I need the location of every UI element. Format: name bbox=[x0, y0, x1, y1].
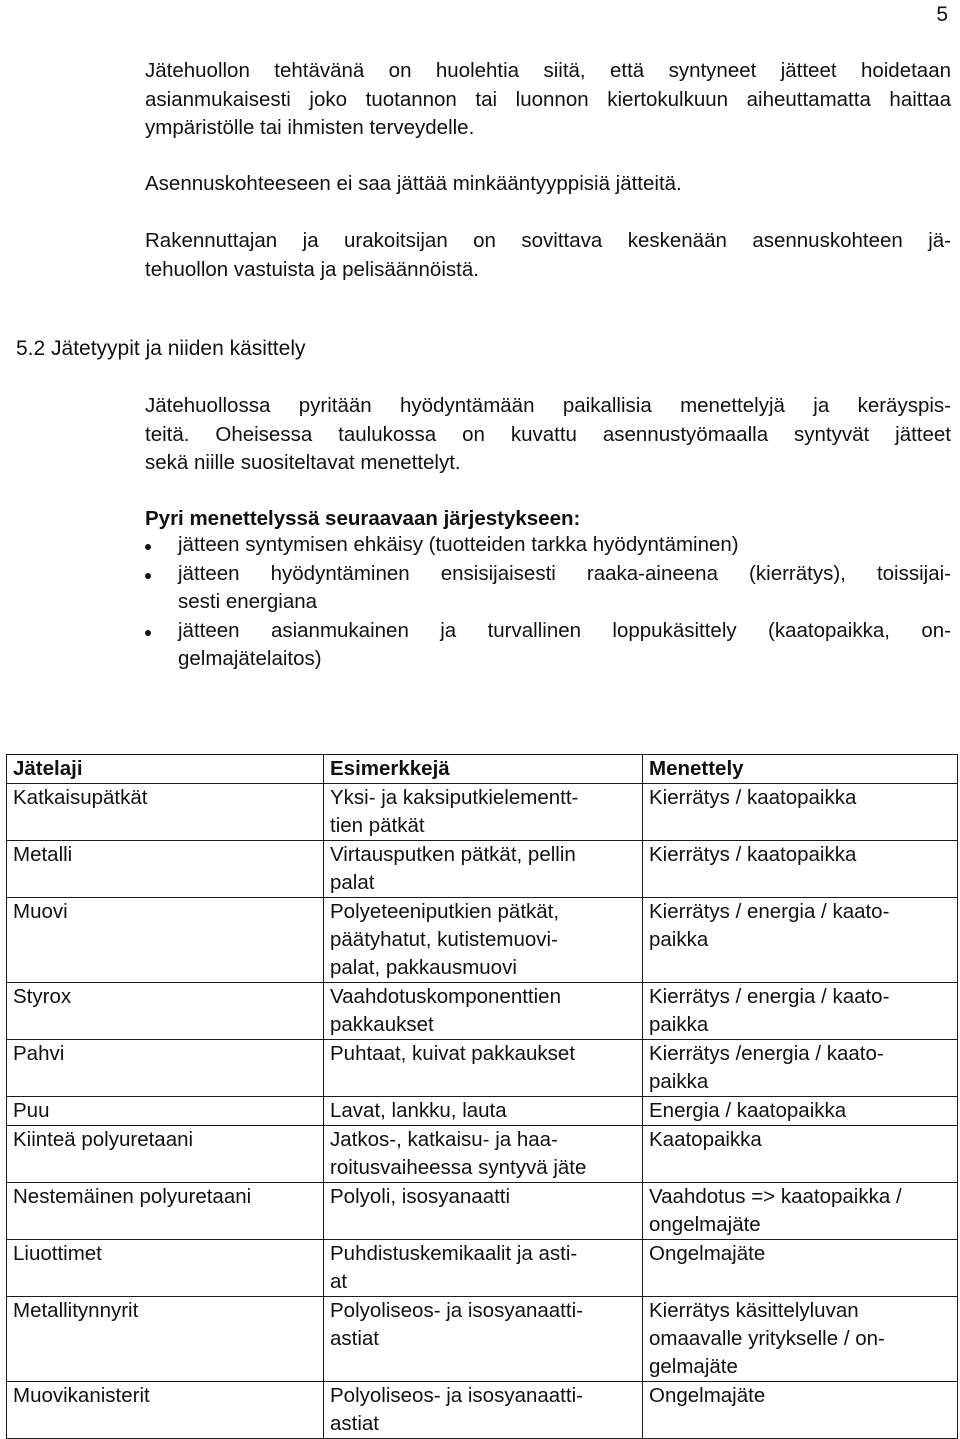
cell-waste-type: Liuottimet bbox=[7, 1240, 324, 1297]
intro-paragraph-3-line-1: Rakennuttajan ja urakoitsijan on sovittava keskenään asennuskohteen jä- bbox=[145, 229, 951, 252]
intro-paragraph-3-line-2: tehuollon vastuista ja pelisäännöistä. bbox=[145, 257, 479, 281]
cell-method bbox=[643, 1183, 958, 1240]
cell-examples-line: Polyoliseos- ja isosyanaatti- bbox=[330, 1299, 583, 1322]
priority-item-2-line-1: jätteen hyödyntäminen ensisijaisesti raaka-aineena (kierrätys), toissijai- bbox=[178, 561, 951, 585]
cell-waste-type: Metallitynnyrit bbox=[7, 1297, 324, 1382]
cell-method-line: Kierrätys / energia / kaato- bbox=[649, 985, 890, 1008]
table-row bbox=[7, 841, 958, 898]
cell-waste-type: Pahvi bbox=[7, 1040, 324, 1097]
cell-method-line: Kierrätys / kaatopaikka bbox=[649, 786, 857, 809]
cell-method-line: Kierrätys käsittelyluvan bbox=[649, 1299, 859, 1322]
table-header-row bbox=[7, 755, 958, 784]
cell-examples bbox=[324, 1126, 643, 1183]
cell-examples bbox=[324, 983, 643, 1040]
cell-method bbox=[643, 1297, 958, 1382]
cell-examples-line: astiat bbox=[330, 1327, 379, 1350]
cell-method bbox=[643, 1126, 958, 1183]
section-paragraph-line-3: sekä niille suositeltavat menettelyt. bbox=[145, 451, 461, 474]
intro-paragraph-1: Jätehuollon tehtävänä on huolehtia siitä, että syntyneet jätteet hoidetaan asianmukaisesti joko tuotannon tai luonnon kiertokulkuun aiheuttamatta haittaa ympäristölle tai ihmisten terveydelle. bbox=[145, 59, 951, 139]
cell-examples-line: tien pätkät bbox=[330, 814, 425, 837]
cell-method-line: omaavalle yritykselle / on- bbox=[649, 1327, 885, 1350]
cell-method bbox=[643, 1097, 958, 1126]
cell-examples-line: Yksi- ja kaksiputkielementt- bbox=[330, 786, 579, 809]
table-body bbox=[7, 784, 958, 1439]
table-row bbox=[7, 898, 958, 983]
priority-item-3-line-1: jätteen asianmukainen ja turvallinen loppukäsittely (kaatopaikka, on- bbox=[178, 618, 951, 642]
cell-examples bbox=[324, 1382, 643, 1439]
cell-examples-line: Polyoli, isosyanaatti bbox=[330, 1185, 511, 1208]
intro-paragraph-2: Asennuskohteeseen ei saa jättää minkääntyyppisiä jätteitä. bbox=[145, 172, 682, 195]
cell-examples-line: Polyoliseos- ja isosyanaatti- bbox=[330, 1384, 583, 1407]
table-row bbox=[7, 1183, 958, 1240]
priority-item-1-line-1: jätteen syntymisen ehkäisy (tuotteiden tarkka hyödyntäminen) bbox=[178, 533, 739, 556]
cell-examples-line: Jatkos-, katkaisu- ja haa- bbox=[330, 1128, 558, 1151]
cell-examples bbox=[324, 1040, 643, 1097]
cell-waste-type: Puu bbox=[7, 1097, 324, 1126]
table-row bbox=[7, 1240, 958, 1297]
section-paragraph bbox=[145, 392, 951, 478]
table-row bbox=[7, 784, 958, 841]
table-row bbox=[7, 1297, 958, 1382]
cell-method bbox=[643, 1382, 958, 1439]
table-row bbox=[7, 1382, 958, 1439]
cell-method-line: Ongelmajäte bbox=[649, 1242, 766, 1265]
bullet-icon bbox=[145, 573, 151, 579]
cell-examples-line: at bbox=[330, 1270, 348, 1293]
cell-examples-line: Puhtaat, kuivat pakkaukset bbox=[330, 1042, 576, 1065]
bullet-icon bbox=[145, 544, 151, 550]
cell-method bbox=[643, 983, 958, 1040]
cell-examples bbox=[324, 841, 643, 898]
cell-method-line: Energia / kaatopaikka bbox=[649, 1099, 847, 1122]
cell-waste-type: Nestemäinen polyuretaani bbox=[7, 1183, 324, 1240]
cell-examples bbox=[324, 1183, 643, 1240]
cell-waste-type: Muovi bbox=[7, 898, 324, 983]
priority-title: Pyri menettelyssä seuraavaan järjestykseen: bbox=[145, 507, 581, 530]
cell-method-line: paikka bbox=[649, 928, 709, 951]
table-row bbox=[7, 983, 958, 1040]
waste-table bbox=[6, 754, 958, 1439]
page-number: 5 bbox=[936, 3, 948, 26]
cell-examples bbox=[324, 1240, 643, 1297]
cell-waste-type: Kiinteä polyuretaani bbox=[7, 1126, 324, 1183]
cell-waste-type: Styrox bbox=[7, 983, 324, 1040]
section-paragraph-line-2: teitä. Oheisessa taulukossa on kuvattu asennustyömaalla syntyvät jätteet bbox=[145, 422, 951, 446]
cell-method-line: Kierrätys /energia / kaato- bbox=[649, 1042, 884, 1065]
cell-examples bbox=[324, 898, 643, 983]
cell-examples-line: Virtausputken pätkät, pellin bbox=[330, 843, 576, 866]
priority-list bbox=[145, 531, 951, 674]
cell-examples-line: Vaahdotuskomponenttien bbox=[330, 985, 561, 1008]
priority-item-2-line-2: sesti energiana bbox=[178, 590, 318, 613]
cell-method bbox=[643, 898, 958, 983]
priority-item-3-line-2: gelmajätelaitos) bbox=[178, 647, 322, 670]
cell-method bbox=[643, 1040, 958, 1097]
bullet-icon bbox=[145, 630, 151, 636]
cell-method-line: paikka bbox=[649, 1070, 709, 1093]
intro-paragraph-3 bbox=[145, 227, 951, 284]
cell-examples bbox=[324, 1297, 643, 1382]
cell-examples-line: palat, pakkausmuovi bbox=[330, 956, 517, 979]
priority-list-item bbox=[145, 617, 951, 674]
cell-examples bbox=[324, 784, 643, 841]
table-row bbox=[7, 1040, 958, 1097]
cell-examples-line: Lavat, lankku, lauta bbox=[330, 1099, 507, 1122]
header-waste-type: Jätelaji bbox=[7, 755, 324, 784]
table-row bbox=[7, 1126, 958, 1183]
cell-examples-line: roitusvaiheessa syntyvä jäte bbox=[330, 1156, 587, 1179]
cell-waste-type: Muovikanisterit bbox=[7, 1382, 324, 1439]
cell-waste-type: Katkaisupätkät bbox=[7, 784, 324, 841]
cell-method-line: Kaatopaikka bbox=[649, 1128, 762, 1151]
priority-list-item bbox=[145, 531, 951, 560]
cell-examples-line: pakkaukset bbox=[330, 1013, 434, 1036]
cell-method-line: Vaahdotus => kaatopaikka / bbox=[649, 1185, 902, 1208]
cell-examples-line: Polyeteeniputkien pätkät, bbox=[330, 900, 560, 923]
header-examples: Esimerkkejä bbox=[324, 755, 643, 784]
cell-method-line: paikka bbox=[649, 1013, 709, 1036]
cell-method bbox=[643, 841, 958, 898]
cell-method-line: Kierrätys / energia / kaato- bbox=[649, 900, 890, 923]
cell-method-line: Kierrätys / kaatopaikka bbox=[649, 843, 857, 866]
cell-examples-line: astiat bbox=[330, 1412, 379, 1435]
cell-waste-type: Metalli bbox=[7, 841, 324, 898]
section-heading: 5.2 Jätetyypit ja niiden käsittely bbox=[16, 337, 306, 360]
cell-examples-line: Puhdistuskemikaalit ja asti- bbox=[330, 1242, 578, 1265]
header-method: Menettely bbox=[643, 755, 958, 784]
cell-method-line: ongelmajäte bbox=[649, 1213, 761, 1236]
table-row bbox=[7, 1097, 958, 1126]
cell-method-line: Ongelmajäte bbox=[649, 1384, 766, 1407]
cell-method bbox=[643, 1240, 958, 1297]
section-paragraph-line-1: Jätehuollossa pyritään hyödyntämään paikallisia menettelyjä ja keräyspis- bbox=[145, 394, 951, 417]
cell-examples-line: palat bbox=[330, 871, 375, 894]
cell-method-line: gelmajäte bbox=[649, 1355, 738, 1378]
cell-examples bbox=[324, 1097, 643, 1126]
priority-list-item bbox=[145, 560, 951, 617]
cell-method bbox=[643, 784, 958, 841]
cell-examples-line: päätyhatut, kutistemuovi- bbox=[330, 928, 558, 951]
